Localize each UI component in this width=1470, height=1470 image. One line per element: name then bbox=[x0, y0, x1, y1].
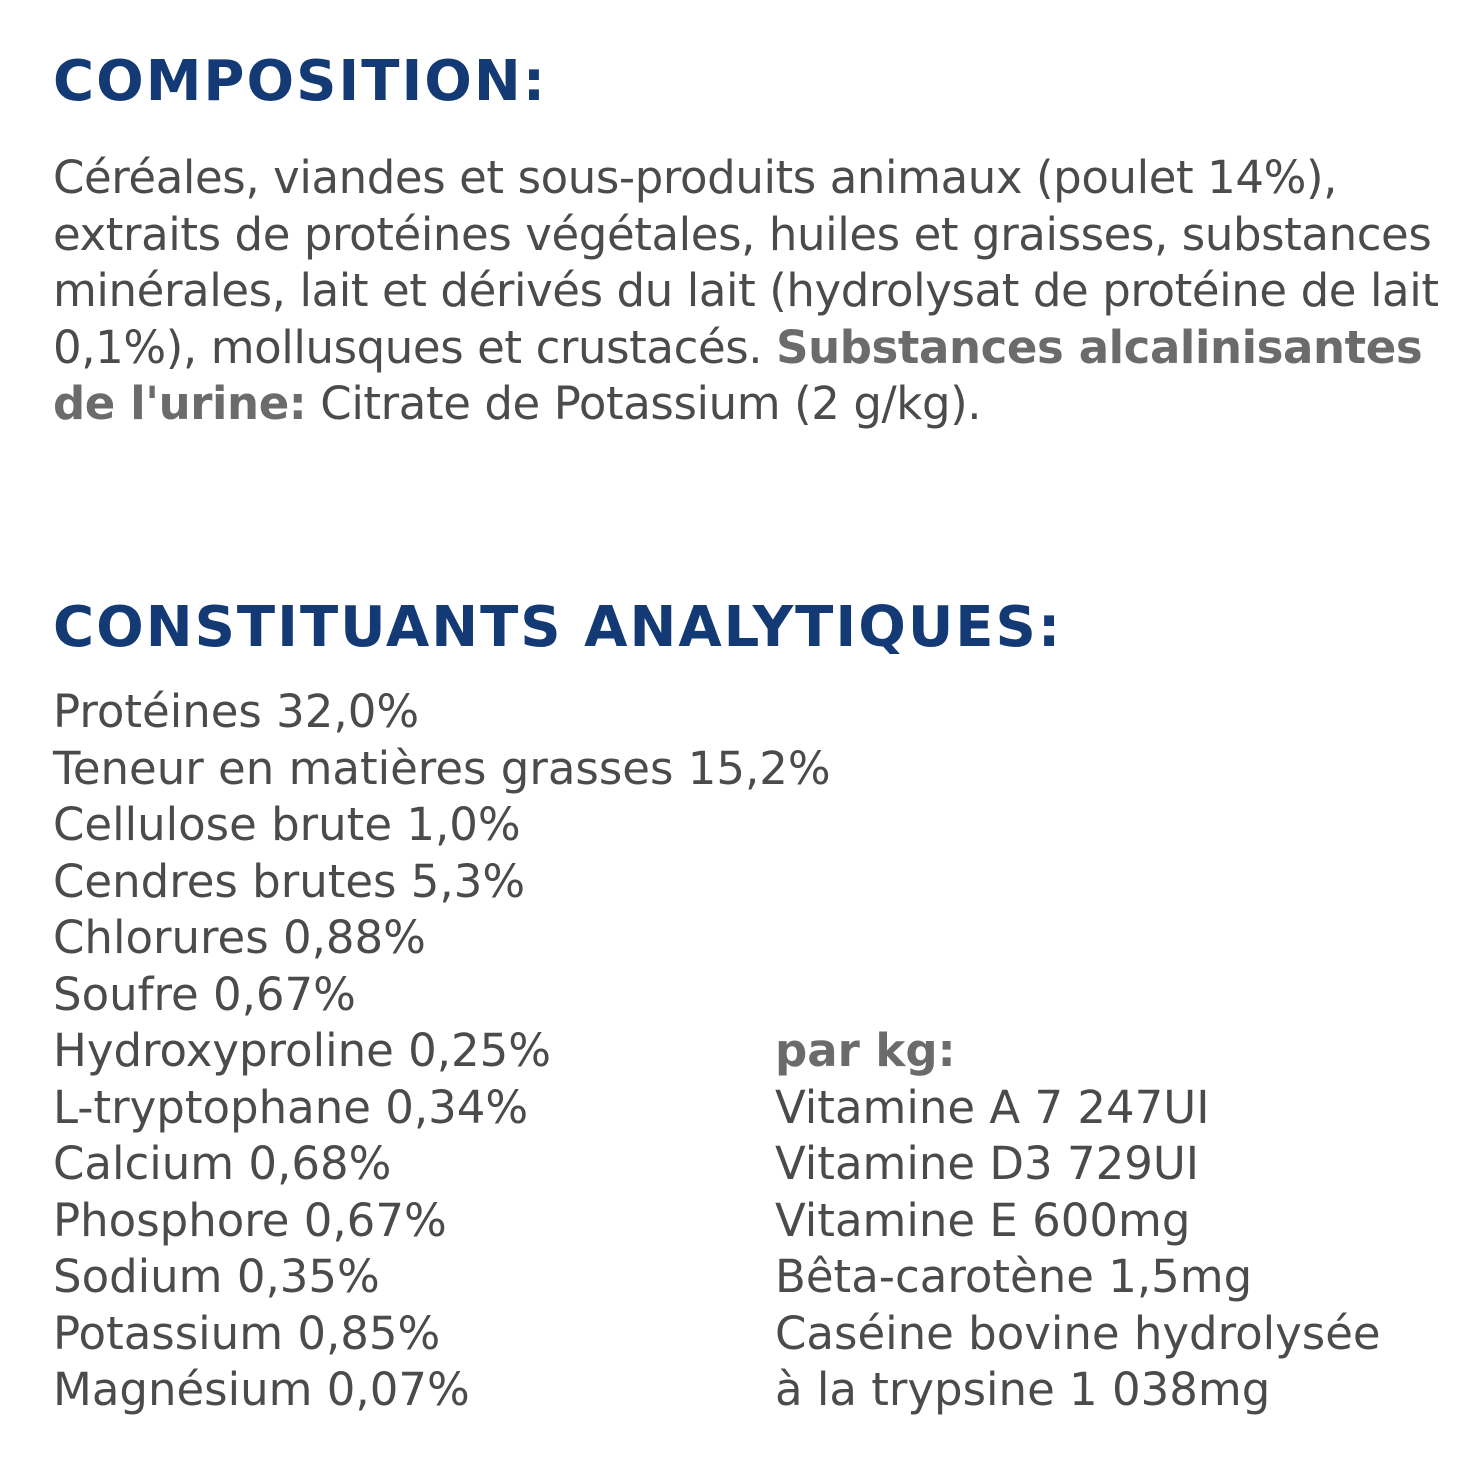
composition-heading: COMPOSITION: bbox=[53, 49, 548, 114]
alkaline-label: Substances alcalinisantes de l'urine: bbox=[53, 320, 1423, 430]
list-item: Soufre 0,67% bbox=[53, 967, 356, 1021]
list-item: Hydroxyproline 0,25% bbox=[53, 1024, 552, 1077]
list-item: Vitamine E 600mg bbox=[775, 1193, 1191, 1247]
list-item: à la trypsine 1 038mg bbox=[775, 1363, 1271, 1416]
list-item: Phosphore 0,67% bbox=[53, 1193, 447, 1247]
composition-ingredients: Céréales, viandes et sous-produits animaux (poulet 14%), extraits de protéines végétales, huiles et graisses, substances minérales, lait et dérivés du lait (hydrolysat de protéine de lait 0,1%), mollusques et crustacés. bbox=[53, 151, 1439, 374]
alkaline-text: Citrate de Potassium (2 g/kg). bbox=[306, 377, 982, 430]
constituants-heading: CONSTITUANTS ANALYTIQUES: bbox=[53, 595, 1063, 660]
per-kg-label: par kg: bbox=[775, 1024, 956, 1077]
list-item: Bêta-carotène 1,5mg bbox=[775, 1250, 1253, 1303]
list-item: Potassium 0,85% bbox=[53, 1306, 441, 1360]
list-item: Teneur en matières grasses 15,2% bbox=[53, 741, 831, 795]
composition-text bbox=[53, 150, 1443, 433]
list-item: Chlorures 0,88% bbox=[53, 911, 426, 964]
list-item: Magnésium 0,07% bbox=[53, 1363, 470, 1416]
list-item: Caséine bovine hydrolysée bbox=[775, 1306, 1381, 1360]
list-item: Sodium 0,35% bbox=[53, 1250, 380, 1303]
list-item: Calcium 0,68% bbox=[53, 1137, 392, 1190]
list-item: Vitamine A 7 247UI bbox=[775, 1080, 1210, 1134]
list-item: Protéines 32,0% bbox=[53, 685, 420, 738]
list-item: L-tryptophane 0,34% bbox=[53, 1080, 529, 1134]
list-item: Cellulose brute 1,0% bbox=[53, 798, 521, 851]
per-kg-list bbox=[775, 1023, 1381, 1419]
list-item: Cendres brutes 5,3% bbox=[53, 854, 526, 908]
analytic-constituents-list bbox=[53, 684, 831, 1419]
list-item: Vitamine D3 729UI bbox=[775, 1137, 1200, 1190]
